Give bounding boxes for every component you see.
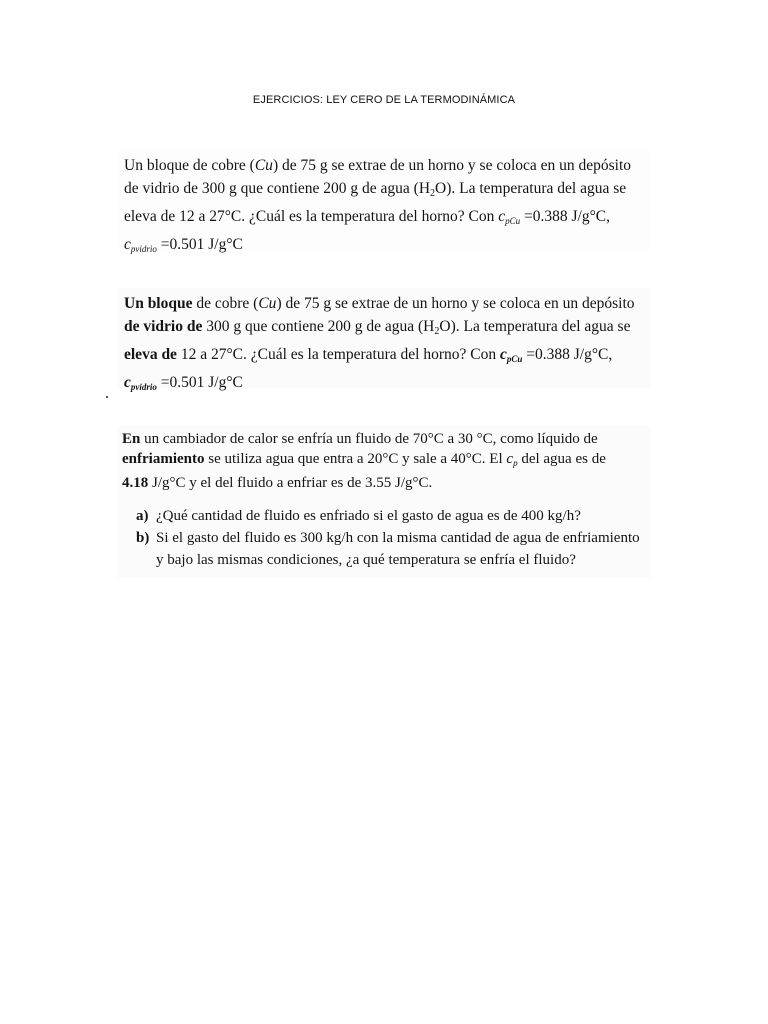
problem-2-line-4: $c_{pvidrio} =0.501$ J/g°C	[124, 374, 243, 392]
problem-1-line-4: $c_{pvidrio} =0.501$ J/g°C	[124, 236, 243, 254]
stray-mark	[106, 396, 108, 398]
problem-2-line-1: Un bloque de cobre (Cu) de 75 g se extrae de un horno y se coloca en un depósito	[124, 295, 635, 312]
problem-1-line-3: eleva de 12 a 27°C. ¿Cuál es la temperatura del horno? Con $c_{pCu} =0.388$ J/g°C,	[124, 208, 610, 226]
problem-1-line-2: de vidrio de 300 g que contiene 200 g de agua (H2O). La temperatura del agua se	[124, 180, 627, 199]
page-title: EJERCICIOS: LEY CERO DE LA TERMODINÁMICA	[252, 94, 516, 106]
item-b-continued: y bajo las mismas condiciones, ¿a qué temperatura se enfría el fluido?	[156, 552, 576, 568]
problem-3-line-2: enfriamiento se utiliza agua que entra a 20°C y sale a 40°C. El $c_p$ del agua es de	[122, 451, 606, 468]
problem-3-image	[118, 426, 650, 578]
problem-3-items	[122, 505, 644, 571]
problem-2-line-2: de vidrio de 300 g que contiene 200 g de agua (H2O). La temperatura del agua se	[124, 318, 631, 337]
item-a: a) ¿Qué cantidad de fluido es enfriado si el gasto de agua es de 400 kg/h?	[136, 508, 581, 524]
problem-1-image	[118, 150, 650, 254]
item-b: b) Si el gasto del fluido es 300 kg/h con la misma cantidad de agua de enfriamiento	[136, 530, 640, 546]
problem-1-line-1: Un bloque de cobre (Cu) de 75 g se extrae de un horno y se coloca en un depósito	[124, 157, 632, 174]
problem-2-line-3: eleva de 12 a 27°C. ¿Cuál es la temperatura del horno? Con $c_{pCu} =0.388$ J/g°C,	[124, 346, 613, 364]
problem-3-line-3: 4.18 J/g°C y el del fluido a enfriar es de 3.55 J/g°C.	[122, 475, 433, 491]
problem-2-image	[118, 288, 650, 392]
problem-3-line-1: En un cambiador de calor se enfría un fluido de 70°C a 30 °C, como líquido de	[122, 431, 598, 447]
